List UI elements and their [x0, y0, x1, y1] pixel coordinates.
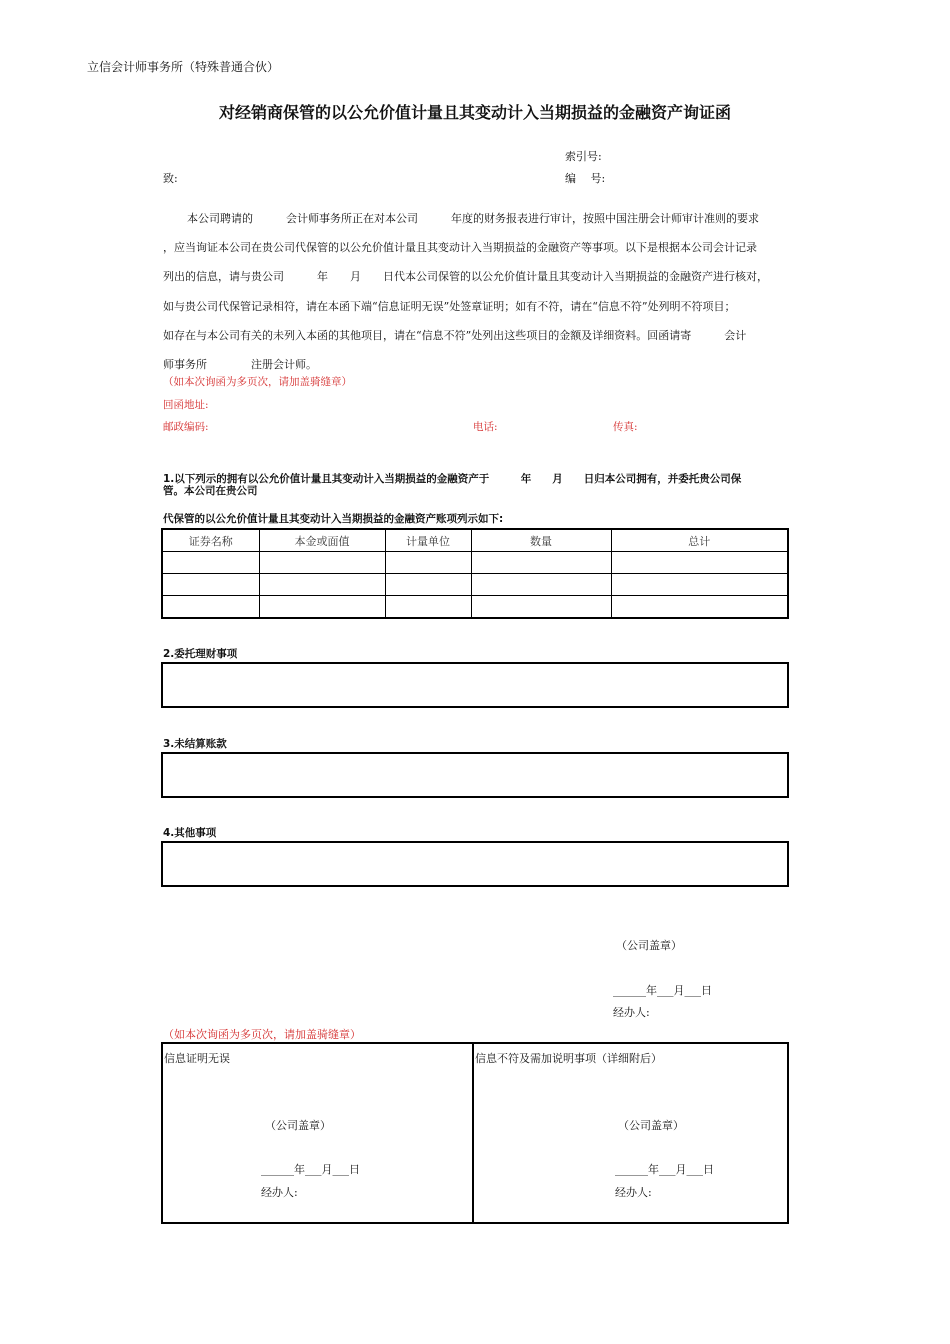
page-title: 对经销商保管的以公允价值计量且其变动计入当期损益的金融资产询证函 — [218, 103, 731, 122]
seal-note: （如本次询函为多页次，请加盖骑缝章） — [163, 376, 352, 388]
confirm-correct-seal: （公司盖章） — [265, 1119, 331, 1132]
table-cell[interactable] — [471, 574, 611, 596]
table-header-row — [162, 529, 788, 552]
number-label: 编 号: — [565, 172, 606, 185]
confirm-correct-handler: 经办人: — [261, 1186, 298, 1199]
table-cell[interactable] — [162, 574, 259, 596]
table-cell[interactable] — [385, 596, 471, 619]
col-header-security-name: 证券名称 — [162, 529, 259, 552]
body-line: 如与贵公司代保管记录相符，请在本函下端“信息证明无误”处签章证明；如有不符，请在“信息不符”处列明不符项目； — [163, 300, 736, 313]
company-seal-label: （公司盖章） — [616, 939, 682, 952]
table-cell[interactable] — [385, 552, 471, 574]
table-cell[interactable] — [259, 596, 385, 619]
postcode-label: 邮政编码: — [163, 421, 209, 433]
to-label: 致: — [163, 172, 178, 185]
section4-title: 4.其他事项 — [163, 827, 217, 839]
signoff-handler: 经办人: — [613, 1006, 650, 1019]
table-cell[interactable] — [471, 596, 611, 619]
securities-table — [161, 528, 789, 619]
table-row — [162, 552, 788, 574]
reply-address-label: 回函地址: — [163, 399, 209, 411]
table-row — [162, 574, 788, 596]
entrusted-finance-box[interactable] — [161, 662, 789, 708]
table-cell[interactable] — [471, 552, 611, 574]
body-line: 如存在与本公司有关的未列入本函的其他项目，请在“信息不符”处列出这些项目的金额及详细资料。回函请寄 会计 — [163, 329, 747, 342]
table-cell[interactable] — [259, 574, 385, 596]
confirm-mismatch-date: ______年___月___日 — [615, 1163, 714, 1176]
body-line: 列出的信息，请与贵公司 年 月 日代本公司保管的以公允价值计量且其变动计入当期损益的金融资产进行核对， — [163, 270, 768, 283]
confirm-correct-cell[interactable] — [163, 1044, 474, 1222]
table-cell[interactable] — [162, 596, 259, 619]
unsettled-accounts-box[interactable] — [161, 752, 789, 798]
table-cell[interactable] — [259, 552, 385, 574]
confirm-correct-date: ______年___月___日 — [261, 1163, 360, 1176]
table-cell[interactable] — [611, 596, 788, 619]
body-line: 师事务所 注册会计师。 — [163, 358, 317, 371]
table-cell[interactable] — [162, 552, 259, 574]
col-header-quantity: 数量 — [471, 529, 611, 552]
table-row — [162, 596, 788, 619]
confirm-correct-title: 信息证明无误 — [164, 1052, 230, 1065]
section2-title: 2.委托理财事项 — [163, 648, 238, 660]
body-line: 本公司聘请的 会计师事务所正在对本公司 年度的财务报表进行审计，按照中国注册会计师审计准则的要求 — [187, 212, 759, 225]
table-cell[interactable] — [385, 574, 471, 596]
section3-title: 3.未结算账款 — [163, 738, 227, 750]
section1-line1: 1.以下列示的拥有以公允价值计量且其变动计入当期损益的金融资产于 年 月 日归本公司拥有，并委托贵公司保 — [163, 473, 742, 485]
signoff-date: ______年___月___日 — [613, 984, 712, 997]
body-line: ，应当询证本公司在贵公司代保管的以公允价值计量且其变动计入当期损益的金融资产等事项。以下是根据本公司会计记录 — [163, 241, 757, 254]
confirm-mismatch-cell[interactable] — [474, 1044, 787, 1222]
other-matters-box[interactable] — [161, 841, 789, 887]
table-cell[interactable] — [611, 574, 788, 596]
fax-label: 传真: — [613, 421, 638, 433]
phone-label: 电话: — [473, 421, 498, 433]
seal-note-2: （如本次询函为多页次，请加盖骑缝章） — [163, 1028, 361, 1041]
confirmation-table — [161, 1042, 789, 1224]
col-header-principal: 本金或面值 — [259, 529, 385, 552]
confirm-mismatch-handler: 经办人: — [615, 1186, 652, 1199]
index-label: 索引号: — [565, 150, 602, 163]
section1-line3: 代保管的以公允价值计量且其变动计入当期损益的金融资产账项列示如下: — [163, 513, 504, 525]
table-cell[interactable] — [611, 552, 788, 574]
body-paragraph — [163, 210, 787, 370]
confirm-mismatch-title: 信息不符及需加说明事项（详细附后） — [475, 1052, 662, 1065]
col-header-unit: 计量单位 — [385, 529, 471, 552]
col-header-total: 总计 — [611, 529, 788, 552]
firm-name: 立信会计师事务所（特殊普通合伙） — [87, 60, 280, 74]
confirm-mismatch-seal: （公司盖章） — [618, 1119, 684, 1132]
section1-line2: 管。本公司在贵公司 — [163, 485, 258, 497]
